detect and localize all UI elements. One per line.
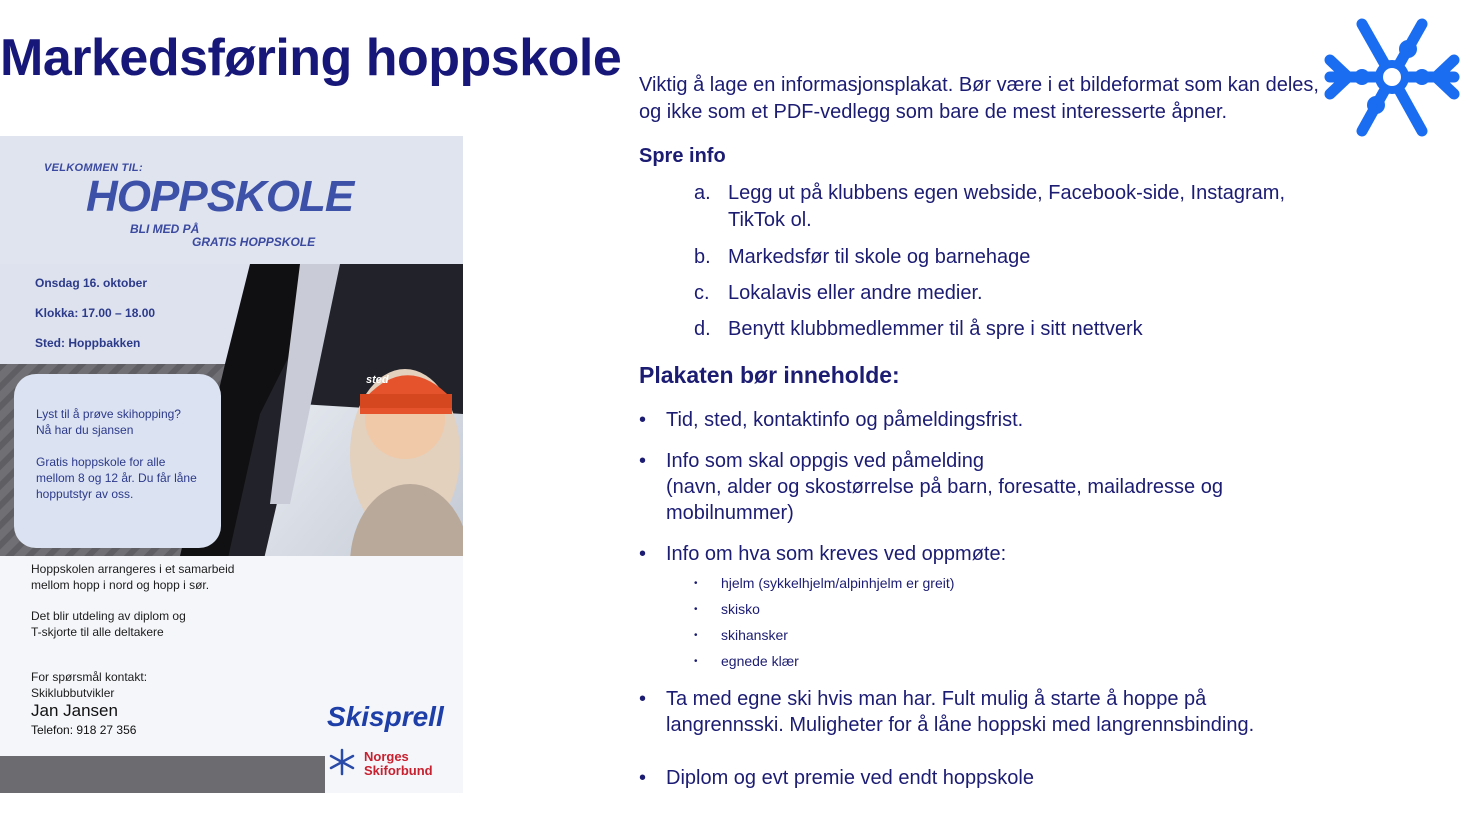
- poster-contact-role: Skiklubbutvikler: [31, 686, 115, 700]
- poster-diploma-line: Det blir utdeling av diplom og: [31, 609, 186, 623]
- list-marker: d.: [694, 318, 711, 340]
- poster-bubble-line: Nå har du sjansen: [36, 423, 134, 437]
- list-item: [694, 280, 1328, 307]
- list-marker: c.: [694, 282, 710, 304]
- poster-contact-label: For spørsmål kontakt:: [31, 670, 148, 684]
- bullet-item: [639, 541, 1326, 567]
- helmet-sticker: sted: [366, 374, 389, 386]
- bullet-marker: •: [694, 630, 698, 642]
- bullet-marker: •: [694, 578, 698, 590]
- skisprell-logo: Skisprell: [327, 701, 444, 732]
- sub-bullet-item: [694, 574, 954, 593]
- norges-skiforbund-logo: [364, 750, 433, 778]
- poster-contact-name: Jan Jansen: [31, 701, 118, 720]
- bullet-item: [639, 474, 1326, 526]
- bullet-marker: •: [639, 409, 647, 431]
- poster-coop-line: mellom hopp i nord og hopp i sør.: [31, 578, 210, 592]
- sub-bullet-item: [694, 626, 788, 645]
- poster-info: [0, 264, 463, 364]
- bullet-item: [639, 448, 1326, 474]
- bullet-item: [639, 765, 1326, 791]
- poster-contact-phone: Telefon: 918 27 356: [31, 723, 137, 737]
- poster-bubble-line: Gratis hoppskole for alle: [36, 455, 166, 469]
- poster-bubble: [14, 374, 221, 548]
- sub-bullet-text: egnede klær: [721, 653, 799, 669]
- poster-headline: HOPPSKOLE: [86, 172, 354, 221]
- bullet-text: (navn, alder og skostørrelse på barn, foresatte, mailadresse og mobilnummer): [666, 476, 1223, 524]
- list-text: Lokalavis eller andre medier.: [728, 282, 983, 304]
- bullet-text: Info som skal oppgis ved påmelding: [666, 450, 984, 472]
- sub-bullet-text: hjelm (sykkelhjelm/alpinhjelm er greit): [721, 575, 955, 591]
- list-marker: a.: [694, 182, 711, 204]
- bullet-item: [639, 686, 1326, 738]
- bullet-marker: •: [639, 450, 647, 472]
- intro-text: Viktig å lage en informasjonsplakat. Bør være i et bildeformat som kan deles, og ikke som et PDF-vedlegg som bare de mest interesserte åpner.: [639, 74, 1319, 123]
- list-item: [694, 244, 1328, 271]
- list-text: Legg ut på klubbens egen webside, Facebook-side, Instagram, TikTok ol.: [728, 182, 1286, 231]
- bullet-marker: •: [694, 656, 698, 668]
- skiforbund-line: Skiforbund: [364, 763, 433, 778]
- bullet-marker: •: [639, 543, 647, 565]
- poster-diploma-line: T-skjorte til alle deltakere: [31, 625, 164, 639]
- sub-bullet-item: [694, 652, 799, 671]
- poster-welcome: VELKOMMEN TIL:: [44, 162, 143, 174]
- poster-bubble-line: Lyst til å prøve skihopping?: [36, 407, 181, 421]
- bullet-item: [639, 407, 1326, 433]
- list-text: Benytt klubbmedlemmer til å spre i sitt nettverk: [728, 318, 1143, 340]
- poster-header: [0, 136, 463, 264]
- bullet-text: Tid, sted, kontaktinfo og påmeldingsfrist.: [666, 409, 1024, 431]
- poster-time: Klokka: 17.00 – 18.00: [35, 306, 156, 320]
- spre-info-heading: Spre info: [639, 145, 726, 167]
- sub-bullet-item: [694, 600, 760, 619]
- list-item: [694, 180, 1328, 234]
- poster-subline-2: GRATIS HOPPSKOLE: [192, 235, 316, 249]
- plakat-heading: Plakaten bør inneholde:: [639, 362, 900, 388]
- poster-date: Onsdag 16. oktober: [35, 276, 148, 290]
- poster-place: Sted: Hoppbakken: [35, 336, 141, 350]
- bullet-marker: •: [639, 688, 647, 710]
- poster-coop-line: Hoppskolen arrangeres i et samarbeid: [31, 562, 235, 576]
- bullet-text: Diplom og evt premie ved endt hoppskole: [666, 767, 1034, 789]
- bullet-marker: •: [639, 767, 647, 789]
- page-title: Markedsføring hoppskole: [0, 29, 622, 87]
- snowflake-logo-icon: [1322, 10, 1462, 145]
- sub-bullet-text: skisko: [721, 601, 760, 617]
- poster-subline-1: BLI MED PÅ: [130, 222, 200, 236]
- bullet-marker: •: [694, 604, 698, 616]
- snowflake-icon: [328, 748, 356, 776]
- poster-bubble-line: mellom 8 og 12 år. Du får låne: [36, 471, 197, 485]
- list-marker: b.: [694, 246, 711, 268]
- list-text: Markedsfør til skole og barnehage: [728, 246, 1031, 268]
- hoppskole-poster: [0, 136, 463, 793]
- bullet-text: Info om hva som kreves ved oppmøte:: [666, 543, 1007, 565]
- bullet-text: Ta med egne ski hvis man har. Fult mulig å starte å hoppe på langrennsski. Muligheter for å låne hoppski med langrennsbinding.: [666, 688, 1255, 736]
- poster-strip: [0, 756, 325, 793]
- sub-bullet-text: skihansker: [721, 627, 788, 643]
- poster-bubble-line: hopputstyr av oss.: [36, 487, 134, 501]
- norges-line: Norges: [364, 749, 409, 764]
- list-item: [694, 316, 1328, 343]
